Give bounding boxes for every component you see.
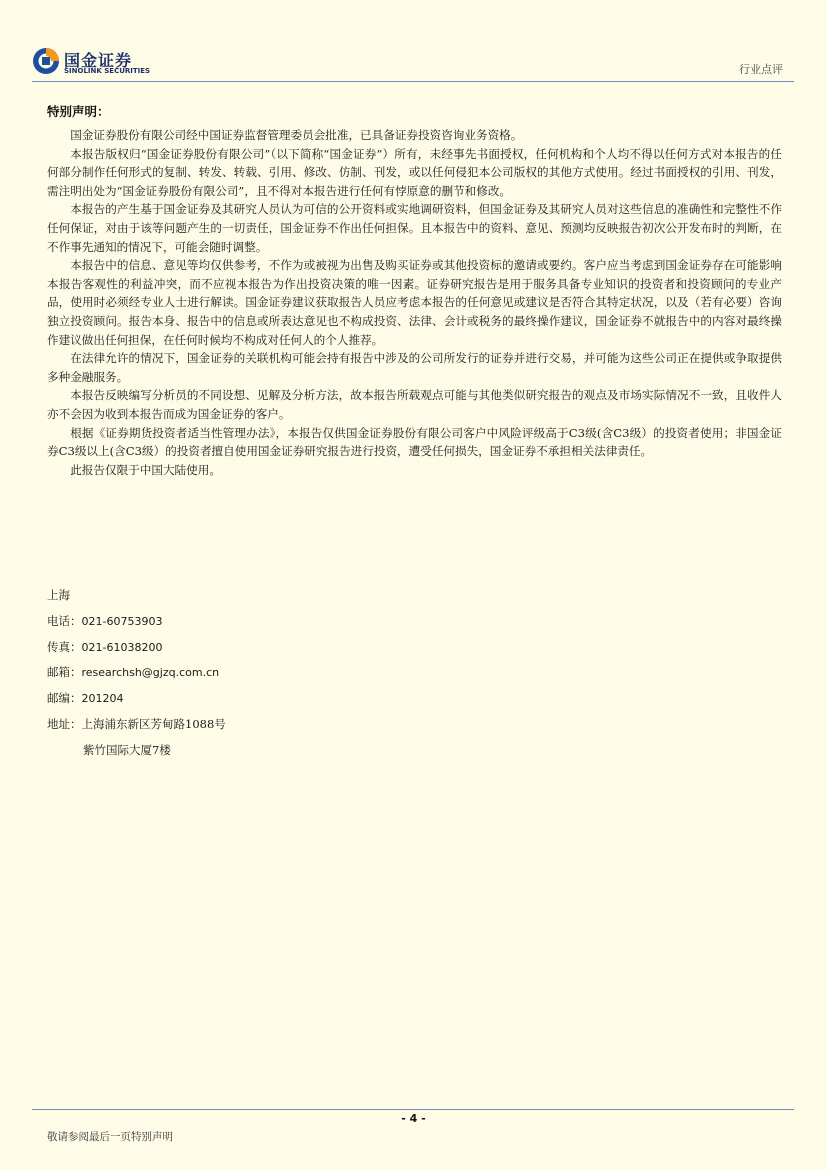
contact-phone bbox=[47, 613, 447, 639]
address-line1: 上海浦东新区芳甸路1088号 bbox=[81, 716, 226, 731]
disclaimer-paragraph: 本报告的产生基于国金证券及其研究人员认为可信的公开资料或实地调研资料，但国金证券及其研究人员对这些信息的准确性和完整性不作任何保证，对由于该等问题产生的一切责任，国金证券不作出任何担保。且本报告中的资料、意见、预测均反映报告初次公开发布时的判断，在不作事先通知的情况下，可能会随时调整。 bbox=[47, 202, 782, 254]
address-line2: 紫竹国际大厦7楼 bbox=[83, 742, 171, 757]
disclaimer-paragraph: 国金证券股份有限公司经中国证券监督管理委员会批准，已具备证券投资咨询业务资格。 bbox=[70, 128, 523, 142]
fax-value: 021-61038200 bbox=[81, 640, 163, 654]
brand-name-cn: 国金证券 bbox=[64, 51, 133, 70]
email-value[interactable]: researchsh@gjzq.com.cn bbox=[81, 666, 220, 680]
brand-logo bbox=[32, 45, 162, 79]
address-label: 地址： bbox=[47, 716, 82, 731]
disclaimer-body bbox=[47, 126, 782, 479]
header-divider bbox=[32, 81, 794, 82]
postcode-value: 201204 bbox=[81, 692, 124, 706]
footer-divider bbox=[32, 1109, 794, 1110]
contact-block bbox=[47, 587, 447, 768]
disclaimer-paragraph: 本报告反映编写分析员的不同设想、见解及分析方法，故本报告所载观点可能与其他类似研究报告的观点及市场实际情况不一致，且收件人亦不会因为收到本报告而成为国金证券的客户。 bbox=[47, 388, 782, 421]
sinolink-logo-icon bbox=[32, 47, 60, 75]
disclaimer-paragraph: 本报告版权归“国金证券股份有限公司”（以下简称“国金证券”）所有，未经事先书面授权，任何机构和个人均不得以任何方式对本报告的任何部分制作任何形式的复制、转发、转载、引用、修改、仿制、刊发，或以任何侵犯本公司版权的其他方式使用。经过书面授权的引用、刊发，需注明出处为“国金证券股份有限公司”，且不得对本报告进行任何有悖原意的删节和修改。 bbox=[47, 146, 782, 198]
postcode-label: 邮编： bbox=[47, 691, 82, 706]
disclaimer-paragraph: 根据《证券期货投资者适当性管理办法》，本报告仅供国金证券股份有限公司客户中风险评级高于C3级(含C3级）的投资者使用；非国金证券C3级以上(含C3级）的投资者擅自使用国金证券研究报告进行投资，遭受任何损失，国金证券不承担相关法律责任。 bbox=[47, 425, 782, 459]
page-header bbox=[0, 0, 827, 82]
contact-postcode bbox=[47, 690, 447, 716]
disclaimer-title: 特别声明： bbox=[47, 104, 110, 119]
fax-label: 传真： bbox=[47, 639, 82, 654]
contact-email bbox=[47, 664, 447, 690]
contact-city: 上海 bbox=[47, 588, 70, 602]
disclaimer-paragraph: 本报告中的信息、意见等均仅供参考，不作为或被视为出售及购买证券或其他投资标的邀请或要约。客户应当考虑到国金证券存在可能影响本报告客观性的利益冲突，而不应视本报告为作出投资决策的唯一因素。证券研究报告是用于服务具备专业知识的投资者和投资顾问的专业产品，使用时必须经专业人士进行解读。国金证券建议获取报告人员应考虑本报告的任何意见或建议是否符合其特定状况，以及（若有必要）咨询独立投资顾问。报告本身、报告中的信息或所表达意见也不构成投资、法律、会计或税务的最终操作建议，国金证券不就报告中的内容对最终操作建议做出任何担保，在任何时候均不构成对任何人的个人推荐。 bbox=[47, 258, 782, 347]
brand-name-en: SINOLINK SECURITIES bbox=[64, 67, 151, 75]
email-label: 邮箱： bbox=[47, 665, 82, 680]
phone-value: 021-60753903 bbox=[81, 614, 163, 628]
page-number: - 4 - bbox=[401, 1112, 426, 1125]
contact-fax bbox=[47, 639, 447, 665]
footer-note: 敬请参阅最后一页特别声明 bbox=[47, 1131, 173, 1143]
report-type: 行业点评 bbox=[739, 63, 783, 76]
phone-label: 电话： bbox=[47, 613, 82, 628]
disclaimer-paragraph: 此报告仅限于中国大陆使用。 bbox=[70, 462, 221, 477]
disclaimer-paragraph: 在法律允许的情况下，国金证券的关联机构可能会持有报告中涉及的公司所发行的证券并进行交易，并可能为这些公司正在提供或争取提供多种金融服务。 bbox=[47, 351, 782, 384]
contact-address bbox=[47, 716, 447, 742]
